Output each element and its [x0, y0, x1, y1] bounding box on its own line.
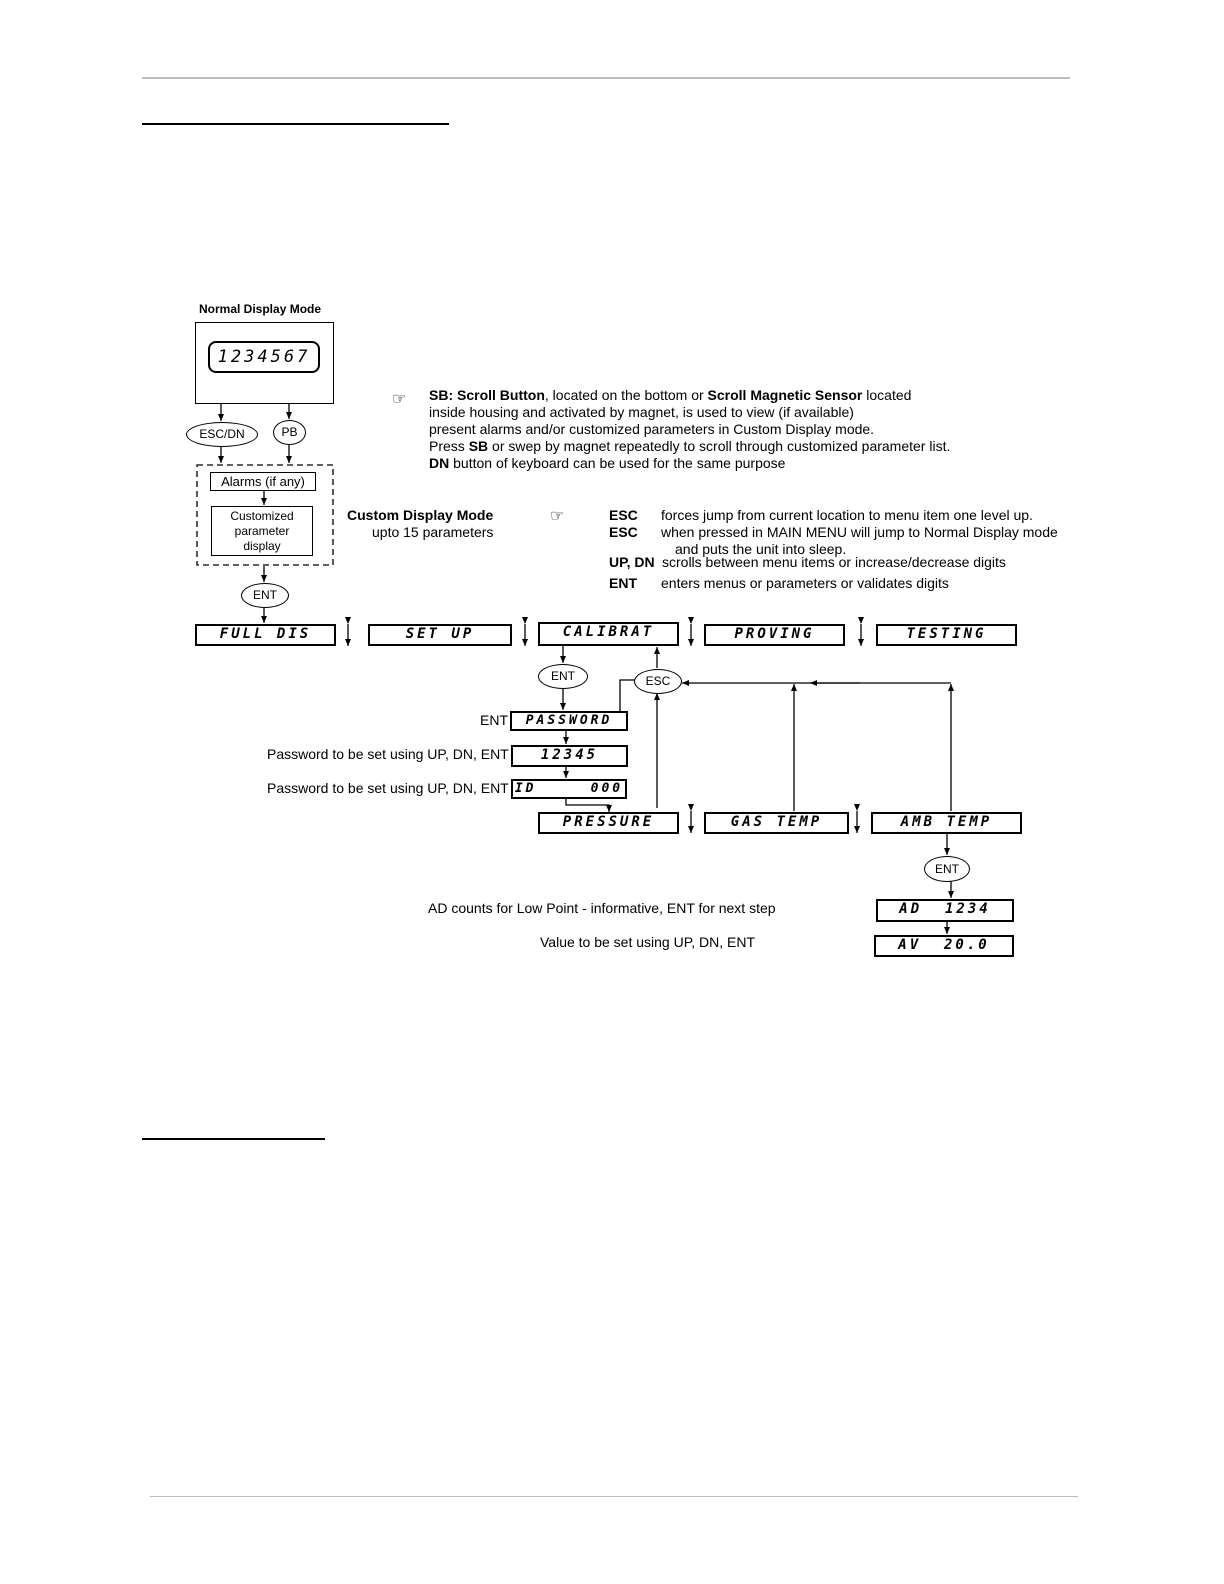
ent-button-amb[interactable]: ENT: [924, 856, 970, 882]
ad-counts-label: AD counts for Low Point - informative, ENT for next step: [428, 900, 776, 916]
normal-mode-title: Normal Display Mode: [199, 302, 322, 316]
legend-desc-ent: enters menus or parameters or validates digits: [661, 575, 949, 591]
password-value-2: ID 000: [511, 779, 627, 799]
pointing-hand-icon: ☞: [392, 391, 407, 408]
normal-display-lcd: 1234567: [208, 341, 320, 373]
esc-button[interactable]: ESC: [634, 669, 682, 694]
menu-testing[interactable]: TESTING: [876, 624, 1017, 646]
legend-key-updn: UP, DN: [609, 554, 655, 570]
esc-dn-button[interactable]: ESC/DN: [186, 422, 258, 447]
customized-parameter-box: Customized parameter display: [211, 506, 313, 556]
menu-amb-temp[interactable]: AMB TEMP: [871, 812, 1022, 834]
legend-key-ent: ENT: [609, 575, 637, 591]
menu-gas-temp[interactable]: GAS TEMP: [704, 812, 849, 834]
av-screen: AV 20.0: [874, 935, 1014, 957]
password-label-2: Password to be set using UP, DN, ENT: [267, 780, 509, 796]
menu-full-dis[interactable]: FULL DIS: [195, 624, 336, 646]
alarms-box: Alarms (if any): [210, 472, 316, 491]
password-ent-label: ENT: [480, 712, 508, 728]
legend-key-esc-2: ESC: [609, 524, 638, 540]
legend-desc-esc-2-cont: and puts the unit into sleep.: [675, 541, 847, 557]
sb-note-line4: Press SB or swep by magnet repeatedly to scroll through customized parameter list.: [429, 438, 951, 454]
legend-desc-updn: scrolls between menu items or increase/decrease digits: [662, 554, 1006, 570]
custom-mode-subtitle: upto 15 parameters: [372, 524, 494, 540]
normal-display-panel: [195, 322, 334, 404]
menu-pressure[interactable]: PRESSURE: [538, 812, 679, 834]
custom-mode-title: Custom Display Mode: [347, 507, 494, 523]
ent-button-calibrat[interactable]: ENT: [538, 664, 588, 689]
pointing-hand-icon-2: ☞: [550, 508, 565, 525]
menu-proving[interactable]: PROVING: [704, 624, 845, 646]
legend-key-esc-1: ESC: [609, 507, 638, 523]
sb-note-line5: DN button of keyboard can be used for the same purpose: [429, 455, 786, 471]
sb-note-line3: present alarms and/or customized parameters in Custom Display mode.: [429, 421, 875, 437]
av-value-label: Value to be set using UP, DN, ENT: [540, 934, 756, 950]
ent-button[interactable]: ENT: [241, 583, 289, 608]
password-screen: PASSWORD: [510, 711, 628, 731]
sb-note-line2: inside housing and activated by magnet, is used to view (if available): [429, 404, 854, 420]
legend-desc-esc-2: when pressed in MAIN MENU will jump to Normal Display mode: [661, 524, 1058, 540]
sb-note-line1: SB: Scroll Button, located on the bottom or Scroll Magnetic Sensor located: [429, 387, 912, 403]
ad-screen: AD 1234: [876, 899, 1014, 922]
legend-desc-esc-1: forces jump from current location to menu item one level up.: [661, 507, 1033, 523]
menu-calibrat[interactable]: CALIBRAT: [538, 622, 679, 646]
password-value-1: 12345: [511, 745, 628, 767]
menu-set-up[interactable]: SET UP: [368, 624, 512, 646]
password-label-1: Password to be set using UP, DN, ENT: [267, 746, 509, 762]
pb-button[interactable]: PB: [273, 420, 306, 445]
